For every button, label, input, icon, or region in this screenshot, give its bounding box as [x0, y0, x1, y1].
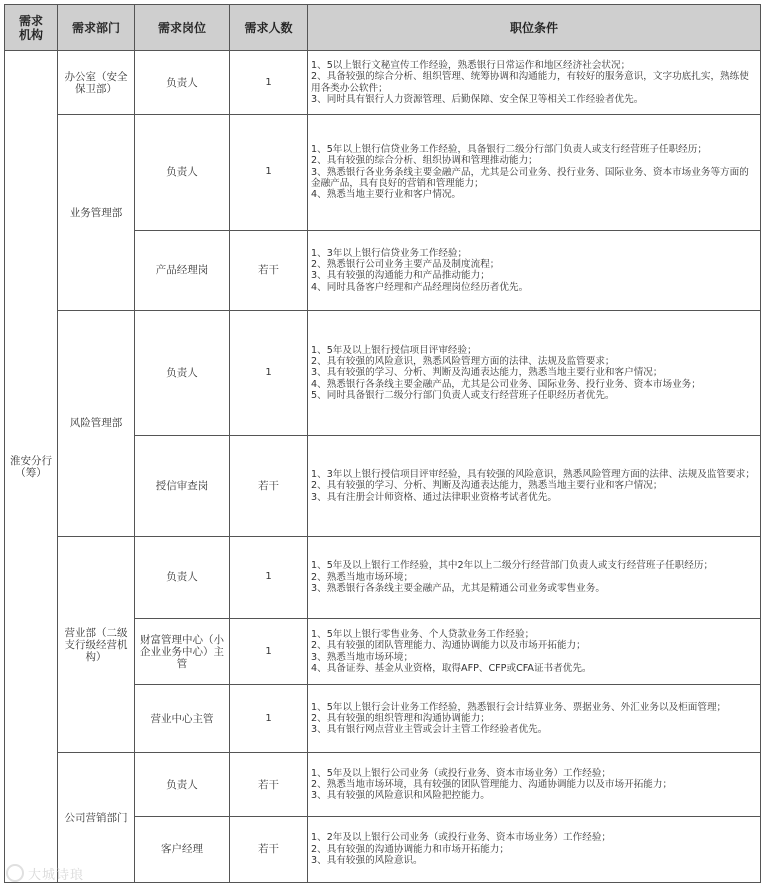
condition-line: 2、具有较强的团队管理能力、沟通协调能力以及市场开拓能力；: [311, 640, 586, 652]
condition-line: 2、具有较强的沟通协调能力和市场开拓能力；: [311, 843, 509, 855]
condition-line: 5、同时具备银行二级分行部门负责人或支行经营班子任职经历者优先。: [311, 390, 615, 402]
department-cell: 营业部（二级支行级经营机构）: [58, 536, 135, 753]
position-cell: 财富管理中心（小企业业务中心）主管: [135, 618, 230, 684]
condition-line: 2、具有较强的风险意识，熟悉风险管理方面的法律、法规及监管要求；: [311, 356, 615, 368]
position-cell: 授信审查岗: [135, 436, 230, 536]
condition-line: 1、5以上银行文秘宣传工作经验，熟悉银行日常运作和地区经济社会状况；: [311, 60, 631, 72]
condition-line: 1、5年及以上银行工作经验，其中2年以上二级分行经营部门负责人或支行经营班子任职经历；: [311, 560, 714, 572]
condition-line: 3、同时具有银行人力资源管理、后勤保障、安全保卫等相关工作经验者优先。: [311, 93, 644, 105]
condition-line: 3、熟悉银行各条线主要金融产品，尤其是精通公司业务或零售业务。: [311, 582, 605, 594]
table-row: [5, 536, 761, 618]
job-requirements-table: [4, 4, 761, 883]
condition-line: 1、5年以上银行信贷业务工作经验，具备银行二级分行部门负责人或支行经营班子任职经历；: [311, 144, 707, 156]
condition-line: 2、具有较强的组织管理和沟通协调能力；: [311, 713, 490, 725]
condition-line: 4、熟悉银行各条线主要金融产品，尤其是公司业务、国际业务、投行业务、资本市场业务；: [311, 378, 701, 390]
position-cell: 负责人: [135, 310, 230, 435]
position-cell: 客户经理: [135, 816, 230, 882]
condition-line: 3、具有较强的风险意识和风险把控能力。: [311, 790, 490, 802]
watermark-logo-icon: [6, 864, 24, 882]
condition-line: 1、5年以上银行零售业务、个人贷款业务工作经验；: [311, 629, 535, 640]
position-cell: 负责人: [135, 536, 230, 618]
header-position: 需求岗位: [135, 5, 230, 51]
condition-line: 3、具有较强的沟通能力和产品推动能力；: [311, 270, 490, 282]
condition-line: 2、具备较强的综合分析、组织管理、统筹协调和沟通能力，有较好的服务意识，文字功底扎实，熟练使用各类办公软件；: [311, 71, 749, 94]
watermark-text: 大城诗琅: [28, 868, 85, 883]
table-row: [5, 115, 761, 230]
condition-line: 3、具有银行网点营业主管或会计主管工作经验者优先。: [311, 724, 548, 736]
count-cell: 1: [230, 536, 308, 618]
conditions-cell: [308, 436, 761, 536]
count-cell: 1: [230, 310, 308, 435]
org-cell: 淮安分行（筹）: [5, 51, 58, 883]
conditions-cell: [308, 115, 761, 230]
table-row: [5, 51, 761, 115]
position-cell: 产品经理岗: [135, 230, 230, 310]
count-cell: 若干: [230, 436, 308, 536]
conditions-cell: [308, 536, 761, 618]
condition-line: 3、熟悉当地市场环境；: [311, 651, 414, 663]
count-cell: 1: [230, 115, 308, 230]
conditions-cell: [308, 685, 761, 753]
header-row: [5, 5, 761, 51]
condition-line: 3、具有较强的学习、分析、判断及沟通表达能力，熟悉当地主要行业和客户情况；: [311, 367, 663, 379]
header-count: 需求人数: [230, 5, 308, 51]
condition-line: 2、具有较强的综合分析、组织协调和管理推动能力；: [311, 155, 538, 167]
conditions-cell: [308, 816, 761, 882]
table-row: [5, 753, 761, 816]
condition-line: 1、5年以上银行会计业务工作经验，熟悉银行会计结算业务、票据业务、外汇业务以及柜面管理；: [311, 701, 727, 713]
department-cell: 业务管理部: [58, 115, 135, 311]
condition-line: 3、具有较强的风险意识。: [311, 854, 423, 866]
position-cell: 营业中心主管: [135, 685, 230, 753]
condition-line: 3、熟悉银行各业务条线主要金融产品，尤其是公司业务、投行业务、国际业务、资本市场业务等方面的金融产品，具有良好的营销和管理能力；: [311, 166, 749, 190]
conditions-cell: [308, 618, 761, 684]
conditions-cell: [308, 753, 761, 816]
count-cell: 若干: [230, 816, 308, 882]
conditions-cell: [308, 230, 761, 310]
condition-line: 1、3年以上银行信贷业务工作经验；: [311, 247, 468, 259]
condition-line: 1、5年及以上银行授信项目评审经验；: [311, 344, 477, 356]
header-org: 需求 机构: [5, 5, 58, 51]
condition-line: 2、熟悉当地市场环境；: [311, 571, 414, 583]
conditions-cell: [308, 310, 761, 435]
condition-line: 3、具有注册会计师资格、通过法律职业资格考试者优先。: [311, 491, 557, 503]
watermark: [6, 864, 84, 883]
count-cell: 1: [230, 618, 308, 684]
condition-line: 4、同时具备客户经理和产品经理岗位经历者优先。: [311, 281, 529, 293]
position-cell: 负责人: [135, 51, 230, 115]
condition-line: 1、5年及以上银行公司业务（或投行业务、资本市场业务）工作经验；: [311, 767, 612, 779]
department-cell: 公司营销部门: [58, 753, 135, 883]
count-cell: 1: [230, 685, 308, 753]
department-cell: 办公室（安全保卫部）: [58, 51, 135, 115]
table-row: [5, 310, 761, 435]
condition-line: 2、具有较强的学习、分析、判断及沟通表达能力，熟悉当地主要行业和客户情况；: [311, 480, 663, 492]
count-cell: 若干: [230, 230, 308, 310]
header-conditions: 职位条件: [308, 5, 761, 51]
conditions-cell: [308, 51, 761, 115]
count-cell: 若干: [230, 753, 308, 816]
department-cell: 风险管理部: [58, 310, 135, 536]
count-cell: 1: [230, 51, 308, 115]
position-cell: 负责人: [135, 753, 230, 816]
condition-line: 2、熟悉当地市场环境，具有较强的团队管理能力、沟通协调能力以及市场开拓能力；: [311, 778, 673, 790]
condition-line: 2、熟悉银行公司业务主要产品及制度流程；: [311, 258, 500, 270]
position-cell: 负责人: [135, 115, 230, 230]
condition-line: 4、具备证券、基金从业资格，取得AFP、CFP或CFA证书者优先。: [311, 662, 592, 674]
condition-line: 4、熟悉当地主要行业和客户情况。: [311, 189, 462, 201]
header-department: 需求部门: [58, 5, 135, 51]
condition-line: 1、3年以上银行授信项目评审经验，具有较强的风险意识，熟悉风险管理方面的法律、法规及监管要求；: [311, 469, 755, 481]
condition-line: 1、2年及以上银行公司业务（或投行业务、资本市场业务）工作经验；: [311, 832, 612, 844]
